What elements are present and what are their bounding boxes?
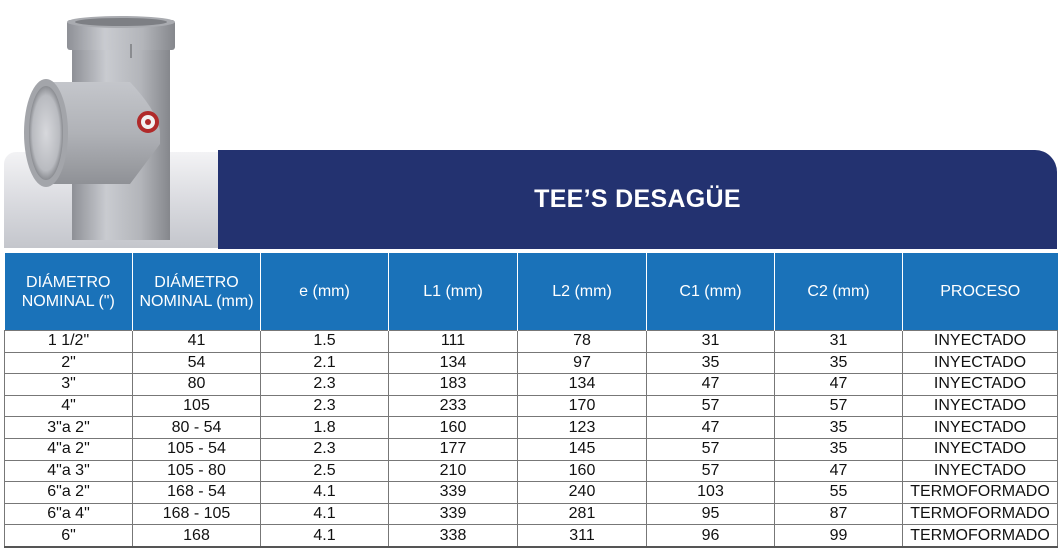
cell-proceso: INYECTADO — [903, 331, 1058, 353]
cell-e: 2.1 — [261, 352, 389, 374]
cell-nominal-inch: 4" — [5, 395, 133, 417]
cell-c1: 57 — [647, 460, 775, 482]
table-row — [5, 417, 1058, 439]
cell-nominal-mm: 105 - 80 — [133, 460, 261, 482]
cell-l1: 210 — [389, 460, 518, 482]
cell-e: 1.5 — [261, 331, 389, 353]
cell-nominal-inch: 4"a 3" — [5, 460, 133, 482]
col-header-nominal-mm: DIÁMETRO NOMINAL (mm) — [133, 253, 261, 331]
cell-c2: 55 — [775, 482, 903, 504]
cell-l2: 145 — [518, 438, 647, 460]
cell-c2: 87 — [775, 503, 903, 525]
dimensions-table — [4, 253, 1058, 548]
cell-c2: 99 — [775, 525, 903, 547]
table-body — [5, 331, 1058, 547]
page-title: TEE’S DESAGÜE — [534, 185, 741, 213]
table-row — [5, 482, 1058, 504]
col-header-proceso: PROCESO — [903, 253, 1058, 331]
cell-nominal-mm: 80 — [133, 374, 261, 396]
cell-c1: 96 — [647, 525, 775, 547]
cell-l1: 134 — [389, 352, 518, 374]
cell-l1: 111 — [389, 331, 518, 353]
cell-c1: 47 — [647, 374, 775, 396]
cell-l2: 170 — [518, 395, 647, 417]
cell-proceso: INYECTADO — [903, 460, 1058, 482]
table-row — [5, 525, 1058, 547]
cell-l2: 160 — [518, 460, 647, 482]
cell-l1: 233 — [389, 395, 518, 417]
cell-l2: 97 — [518, 352, 647, 374]
cell-e: 2.3 — [261, 438, 389, 460]
cell-e: 2.5 — [261, 460, 389, 482]
cell-e: 4.1 — [261, 525, 389, 547]
col-header-l1: L1 (mm) — [389, 253, 518, 331]
title-banner — [218, 150, 1057, 249]
cell-proceso: INYECTADO — [903, 395, 1058, 417]
cell-l2: 78 — [518, 331, 647, 353]
cell-l1: 183 — [389, 374, 518, 396]
cell-nominal-mm: 105 - 54 — [133, 438, 261, 460]
table-row — [5, 503, 1058, 525]
cell-l1: 160 — [389, 417, 518, 439]
cell-nominal-mm: 41 — [133, 331, 261, 353]
col-header-e: e (mm) — [261, 253, 389, 331]
cell-e: 2.3 — [261, 374, 389, 396]
cell-e: 2.3 — [261, 395, 389, 417]
cell-nominal-mm: 168 — [133, 525, 261, 547]
cell-nominal-inch: 4"a 2" — [5, 438, 133, 460]
cell-l2: 134 — [518, 374, 647, 396]
cell-c1: 95 — [647, 503, 775, 525]
cell-nominal-inch: 6" — [5, 525, 133, 547]
table-row — [5, 331, 1058, 353]
cell-c1: 47 — [647, 417, 775, 439]
cell-nominal-inch: 3" — [5, 374, 133, 396]
cell-c2: 47 — [775, 460, 903, 482]
cell-nominal-mm: 80 - 54 — [133, 417, 261, 439]
cell-proceso: INYECTADO — [903, 438, 1058, 460]
table-row — [5, 374, 1058, 396]
cell-proceso: INYECTADO — [903, 352, 1058, 374]
cell-l1: 177 — [389, 438, 518, 460]
cell-nominal-mm: 105 — [133, 395, 261, 417]
pvc-tee-fitting-image — [10, 14, 210, 240]
cell-proceso: TERMOFORMADO — [903, 482, 1058, 504]
cell-l1: 339 — [389, 482, 518, 504]
cell-proceso: INYECTADO — [903, 417, 1058, 439]
cell-e: 4.1 — [261, 482, 389, 504]
cell-nominal-inch: 1 1/2" — [5, 331, 133, 353]
cell-l1: 339 — [389, 503, 518, 525]
cell-c2: 57 — [775, 395, 903, 417]
cell-c2: 35 — [775, 352, 903, 374]
cell-l1: 338 — [389, 525, 518, 547]
cell-nominal-inch: 6"a 4" — [5, 503, 133, 525]
cell-c1: 57 — [647, 438, 775, 460]
cell-c1: 31 — [647, 331, 775, 353]
cell-proceso: TERMOFORMADO — [903, 503, 1058, 525]
cell-c2: 31 — [775, 331, 903, 353]
cell-c1: 103 — [647, 482, 775, 504]
cell-nominal-inch: 3"a 2" — [5, 417, 133, 439]
cell-c1: 35 — [647, 352, 775, 374]
cell-proceso: INYECTADO — [903, 374, 1058, 396]
cell-c2: 35 — [775, 417, 903, 439]
table-row — [5, 352, 1058, 374]
cell-nominal-mm: 168 - 105 — [133, 503, 261, 525]
cell-c1: 57 — [647, 395, 775, 417]
cell-l2: 240 — [518, 482, 647, 504]
cell-c2: 35 — [775, 438, 903, 460]
col-header-c2: C2 (mm) — [775, 253, 903, 331]
table-row — [5, 460, 1058, 482]
col-header-nominal-inch: DIÁMETRO NOMINAL (") — [5, 253, 133, 331]
cell-l2: 281 — [518, 503, 647, 525]
cell-nominal-mm: 168 - 54 — [133, 482, 261, 504]
table-row — [5, 395, 1058, 417]
table-header-row — [5, 253, 1058, 331]
cell-c2: 47 — [775, 374, 903, 396]
cell-proceso: TERMOFORMADO — [903, 525, 1058, 547]
cell-e: 1.8 — [261, 417, 389, 439]
col-header-l2: L2 (mm) — [518, 253, 647, 331]
cell-nominal-mm: 54 — [133, 352, 261, 374]
table-row — [5, 438, 1058, 460]
cell-l2: 123 — [518, 417, 647, 439]
col-header-c1: C1 (mm) — [647, 253, 775, 331]
cell-nominal-inch: 6"a 2" — [5, 482, 133, 504]
cell-e: 4.1 — [261, 503, 389, 525]
cell-nominal-inch: 2" — [5, 352, 133, 374]
cell-l2: 311 — [518, 525, 647, 547]
